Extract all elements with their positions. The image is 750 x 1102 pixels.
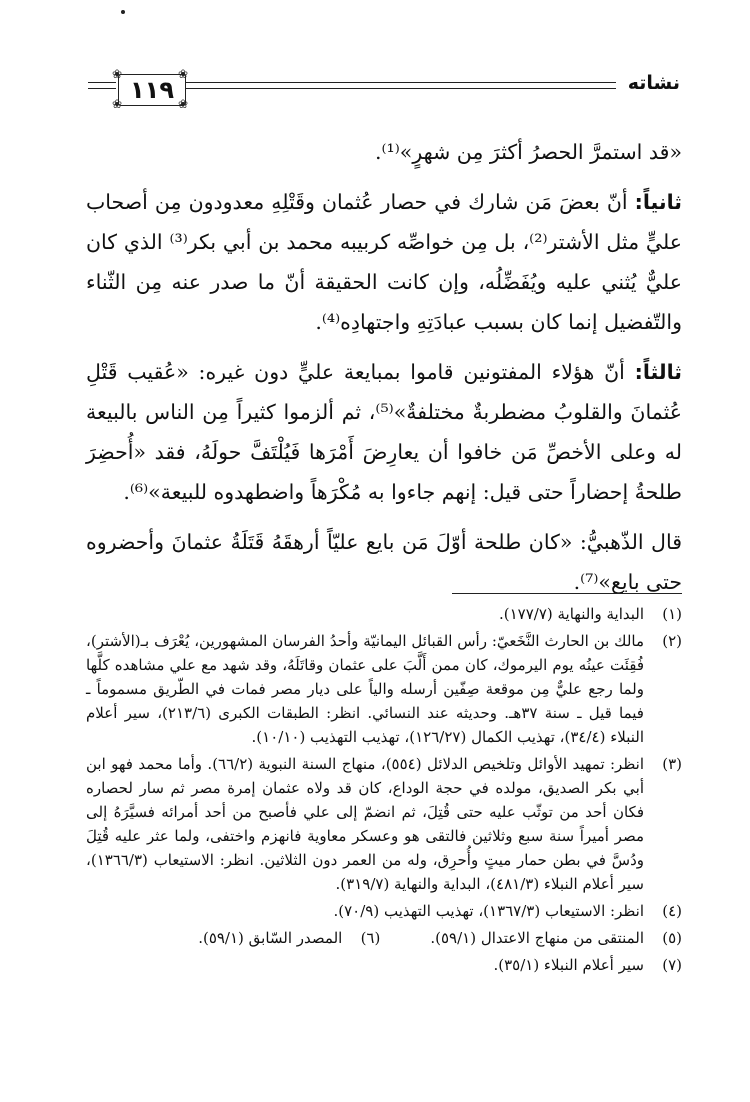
footnote-number: (٥) bbox=[662, 929, 682, 947]
ornament-flower-icon: ❀ bbox=[112, 97, 123, 111]
header-rule-right-top bbox=[186, 82, 616, 83]
ornament-flower-icon: ❀ bbox=[112, 67, 123, 81]
page-speck bbox=[121, 10, 125, 14]
footnote-number: (٣) bbox=[662, 755, 682, 773]
page-header bbox=[88, 68, 680, 114]
footnote-number: (٤) bbox=[662, 902, 682, 920]
paragraph bbox=[86, 132, 682, 172]
ornament-flower-icon: ❀ bbox=[178, 97, 189, 111]
paragraph-text: أنّ بعضَ مَن شارك في حصار عُثمان وقَتْلِهِ معدودون مِن أصحاب عليٍّ مثل الأشتر⁽²⁾، بل مِن خواصِّه كربيبه محمد بن أبي بكر⁽³⁾ الذي كان عليٌّ يُثني عليه ويُفَضِّلُه، وإن كانت الحقيقة أنّ ما صدر عنه مِن الثّناء والتّفضيل إنما كان بسبب عبادَتِهِ واجتهادِه⁽⁴⁾. bbox=[86, 190, 682, 334]
paragraph-text: قال الذّهبيُّ: «كان طلحة أوّلَ مَن بايع عليّاً أرهقَهُ قَتَلَةُ عثمانَ وأحضروه حتى بايع»⁽⁷⁾. bbox=[86, 530, 682, 594]
footnote-text: سير أعلام النبلاء (٣٥/١). bbox=[493, 956, 644, 974]
header-rule-right-bottom bbox=[186, 88, 616, 89]
footnote-text: انظر: الاستيعاب (١٣٦٧/٣)، تهذيب التهذيب (٧٠/٩). bbox=[333, 902, 644, 920]
footnote-text: البداية والنهاية (١٧٧/٧). bbox=[498, 605, 644, 623]
page-number-box bbox=[118, 74, 186, 106]
header-rule-left-bottom bbox=[88, 88, 116, 89]
paragraph-text: «قد استمرَّ الحصرُ أكثرَ مِن شهرٍ»⁽¹⁾. bbox=[374, 140, 682, 164]
footnote bbox=[198, 926, 380, 950]
paragraph bbox=[86, 352, 682, 512]
footnote bbox=[86, 752, 682, 896]
page-number: ١١٩ bbox=[130, 76, 174, 104]
paragraph-lead: ثانياً: bbox=[634, 190, 682, 214]
paragraph-text: أنّ هؤلاء المفتونين قاموا بمبايعة عليٍّ دون غيره: «عُقيب قَتْلِ عُثمانَ والقلوبُ مضطربةٌ مختلفةٌ»⁽⁵⁾، ثم ألزموا كثيراً مِن الناس بالبيعة له وعلى الأخصِّ مَن خافوا أن يعارِضَ أَمْرَها فَيُلْتَفَّ حولَهُ، فقد «أُحضِرَ طلحةُ إحضاراً حتى قيل: إنهم جاءوا به مُكْرَهاً واضطهدوه للبيعة»⁽⁶⁾. bbox=[86, 360, 682, 504]
footnotes bbox=[86, 602, 682, 980]
paragraph bbox=[86, 182, 682, 342]
footnote-number: (٧) bbox=[662, 956, 682, 974]
footnote-number: (٢) bbox=[662, 632, 682, 650]
ornament-flower-icon: ❀ bbox=[178, 67, 189, 81]
footnote-row bbox=[86, 926, 682, 953]
paragraph-lead: ثالثاً: bbox=[634, 360, 682, 384]
footnote-separator bbox=[452, 593, 682, 594]
footnote bbox=[86, 602, 682, 626]
footnote-number: (٦) bbox=[360, 929, 381, 947]
main-text bbox=[86, 132, 682, 612]
footnote-number: (١) bbox=[662, 605, 682, 623]
header-rule-left-top bbox=[88, 82, 116, 83]
footnote bbox=[430, 926, 682, 950]
footnote bbox=[86, 899, 682, 923]
footnote-text: مالك بن الحارث النَّخَعيّ: رأس القبائل اليمانيّة وأحدُ الفرسان المشهورين، يُعْرَف بـ(الأشتر)، فُقِئَت عينُه يوم اليرموك، كان ممن أَلَّبَ على عثمان وقاتَلَهُ، وقد شهد مع علي مشاهده كلَّها ولما رجع عليٌّ مِن موقعة صِفّين أرسله والياً على ديار مصر فمات في الطّريق مسموماً ـ فيما قيل ـ سنة ٣٧هـ. وحديثه عند النسائي. انظر: الطبقات الكبرى (٢١٣/٦)، سير أعلام النبلاء (٣٤/٤)، تهذيب الكمال (١٢٦/٢٧)، تهذيب التهذيب (١٠/١٠). bbox=[86, 632, 644, 746]
paragraph bbox=[86, 522, 682, 602]
footnote bbox=[86, 953, 682, 977]
footnote-text: المصدر السّابق (٥٩/١). bbox=[198, 929, 343, 947]
running-title: نشاته bbox=[627, 72, 680, 94]
footnote-text: انظر: تمهيد الأوائل وتلخيص الدلائل (٥٥٤)، منهاج السنة النبوية (٦٦/٢). وأما محمد فهو ابن أبي بكر الصديق، مولده في حجة الوداع، كان قد ولاه عثمان إمرة مصر ثم سار لحصاره فكان أحد من توثّب عليه حتى قُتِلَ، ثم انضمّ إلى علي فأصبح من أحد أمرائه فسيَّرَهُ إلى مصر أميراً سنة سبع وثلاثين فالتقى هو وعسكر معاوية فانهزم واختفى، ولما عثر عليه قُتِلَ ودُسَّ في بطن حمار ميتٍ وأُحرِق، وله من العمر دون الثلاثين. انظر: الاستيعاب (١٣٦٦/٣)، سير أعلام النبلاء (٤٨١/٣)، البداية والنهاية (٣١٩/٧). bbox=[86, 755, 644, 893]
footnote-text: المنتقى من منهاج الاعتدال (٥٩/١). bbox=[430, 929, 644, 947]
footnote bbox=[86, 629, 682, 749]
